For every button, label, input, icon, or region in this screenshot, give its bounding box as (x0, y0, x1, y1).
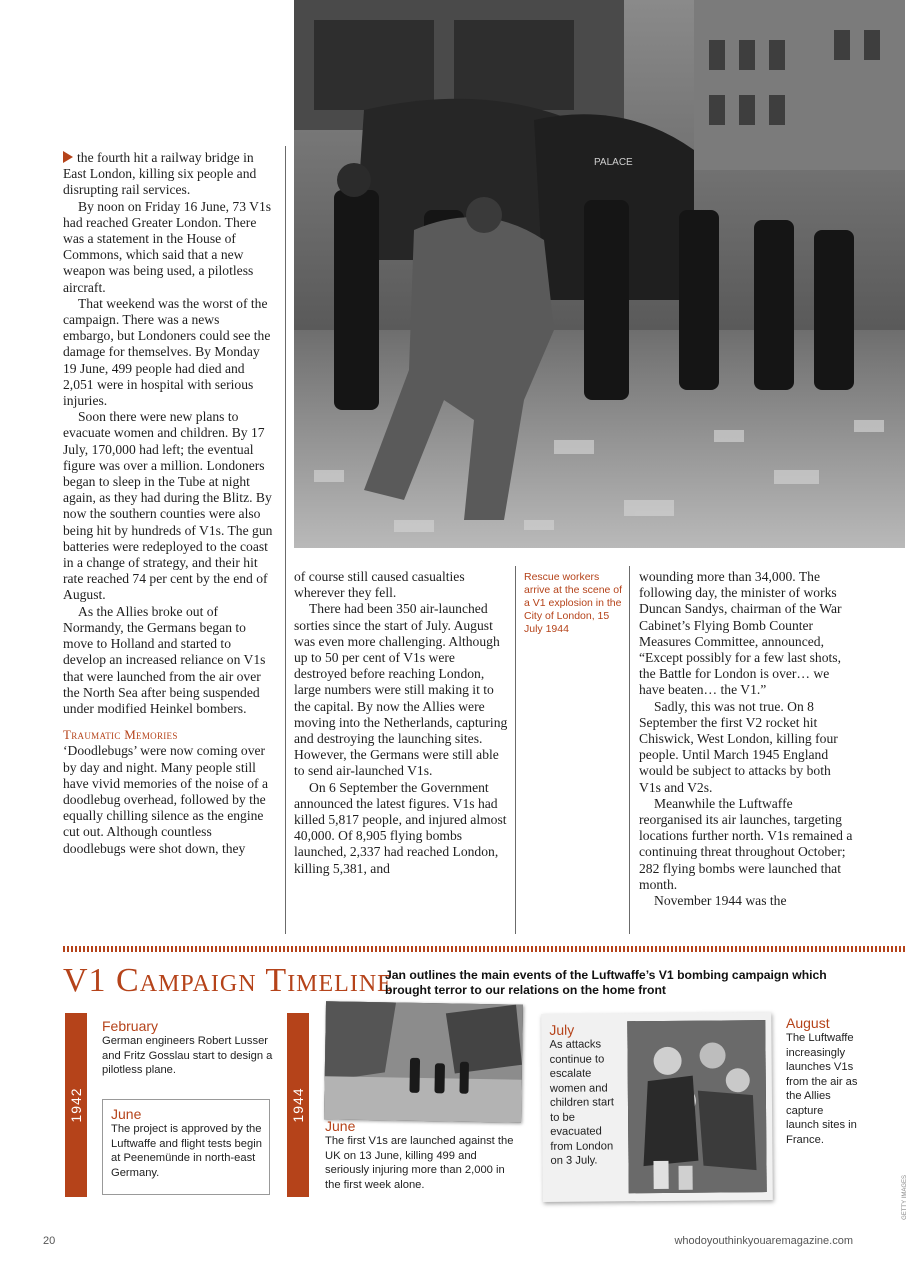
timeline-entry-august (786, 1015, 858, 1147)
timeline-entry-june-1942 (102, 1099, 270, 1195)
continue-arrow-icon (63, 151, 73, 163)
website-url[interactable]: whodoyouthinkyouaremagazine.com (674, 1235, 853, 1247)
column-divider (285, 146, 286, 934)
article-paragraph: On 6 September the Government announced the latest figures. V1s had killed 5,817 people, and injured almost 40,000. Of 8,905 flying bombs launched, 2,337 had reached London, killing 5,381, and (294, 779, 507, 876)
timeline-text: The project is approved by the Luftwaffe and flight tests begin at Peenemünde in north-east Germany. (111, 1123, 262, 1179)
photo-credit: GETTY IMAGES (902, 1175, 908, 1220)
timeline-month: June (111, 1106, 142, 1122)
article-paragraph: By noon on Friday 16 June, 73 V1s had reached Greater London. There was a statement in the House of Commons, which said that a new weapon was being used, a pilotless aircraft. (63, 198, 272, 295)
article-paragraph: ‘Doodlebugs’ were now coming over by day and night. Many people still have vivid memories of the noise of a doodlebug overhead, followed by the equally chilling silence as the engine cut out. Although countless doodlebugs were shot down, they (63, 743, 268, 856)
subheading-traumatic-memories: Traumatic Memories (63, 727, 178, 743)
article-paragraph: of course still caused casualties wherever they fell. (294, 569, 465, 601)
column-divider (515, 566, 516, 934)
article-column-3 (639, 569, 854, 909)
children-illustration (627, 1020, 766, 1193)
timeline-entry-june-1944 (325, 1118, 520, 1192)
article-paragraph: Soon there were new plans to evacuate women and children. By 17 July, 170,000 had left; the eventual figure was over a million. Londoners began to sleep in the Tube at night again, as they had during the Blitz. By now the southern counties were also being hit by hundreds of V1s. The gun batteries were redeployed to the coast in a change of strategy, and their hit rate reached 74 per cent by the end of August. (63, 409, 273, 603)
timeline-text: As attacks continue to escalate women and children start to be evacuated from London on 3 July. (549, 1038, 615, 1167)
article-column-1 (63, 150, 273, 857)
timeline-text: The Luftwaffe increasingly launches V1s from the air as the Allies capture launch sites in France. (786, 1032, 858, 1146)
article-column-2 (294, 569, 509, 877)
june-1944-photo (324, 1001, 523, 1122)
timeline-month: February (102, 1018, 159, 1034)
article-paragraph: There had been 350 air-launched sorties since the start of July. August was even more challenging. Although up to 50 per cent of V1s were destroyed before reaching London, large numbers were still making it to the capital. By now the Allies were moving into the Netherlands, capturing and destroying the launching sites. However, the Germans were still able to send air-launched V1s. (294, 601, 508, 779)
year-label: 1944 (290, 1087, 306, 1123)
timeline-entry-february (102, 1018, 277, 1078)
year-bar-1942 (65, 1013, 87, 1197)
bomb-damage-illustration (324, 1001, 523, 1122)
timeline-month: July (549, 1021, 575, 1038)
timeline-entry-july (541, 1012, 773, 1202)
article-paragraph: That weekend was the worst of the campaign. There was a news embargo, but Londoners could see the damage for themselves. By Monday 19 June, 499 people had died and 2,051 were in hospital with serious injuries. (63, 295, 271, 409)
page-number: 20 (43, 1235, 56, 1247)
timeline-text: German engineers Robert Lusser and Fritz Gosslau start to design a pilotless plane. (102, 1035, 273, 1076)
year-bar-1944 (287, 1013, 309, 1197)
timeline-month: June (325, 1118, 356, 1134)
timeline-month: August (786, 1015, 830, 1031)
paragraph-text: the fourth hit a railway bridge in East London, killing six people and disrupting rail services. (63, 150, 257, 198)
article-paragraph (63, 150, 273, 199)
article-paragraph: Sadly, this was not true. On 8 September the first V2 rocket hit Chiswick, West London, killing four people. Until March 1945 England would be subject to attacks by both V1s and V2s. (639, 698, 838, 795)
article-paragraph: Meanwhile the Luftwaffe reorganised its air launches, targeting locations further north. V1s remained a continuing threat throughout October; 282 flying bombs were launched that month. (639, 795, 853, 892)
timeline-intro: Jan outlines the main events of the Luftwaffe’s V1 bombing campaign which brought terror to our relations on the home front (385, 968, 827, 997)
main-photo-rescue-workers (294, 0, 905, 548)
timeline-title: V1 Campaign Timeline (63, 962, 393, 999)
year-label: 1942 (68, 1087, 84, 1123)
timeline-text: The first V1s are launched against the UK on 13 June, killing 499 and seriously injuring more than 2,000 in the first week alone. (325, 1135, 514, 1191)
van-sign-text: PALACE (594, 157, 633, 168)
article-paragraph: November 1944 was the (654, 893, 787, 909)
rescue-photo-illustration (294, 0, 905, 548)
column-divider (629, 566, 630, 934)
article-paragraph: As the Allies broke out of Normandy, the Germans began to move to Holland and started to develop an increased reliance on V1s that were launched from the air over the North Sea after being suspended under modified Heinkel bombers. (63, 603, 266, 716)
evacuee-children-photo (627, 1020, 766, 1193)
article-paragraph: wounding more than 34,000. The following day, the minister of works Duncan Sandys, chairman of the War Cabinet’s Flying Bomb Counter Measures Committee, announced, “Except possibly for a few last shots, the Battle for London is over… we have beaten… the V1.” (639, 569, 842, 698)
photo-caption: Rescue workers arrive at the scene of a V1 explosion in the City of London, 15 July 1944 (524, 571, 623, 635)
section-divider (63, 946, 905, 952)
